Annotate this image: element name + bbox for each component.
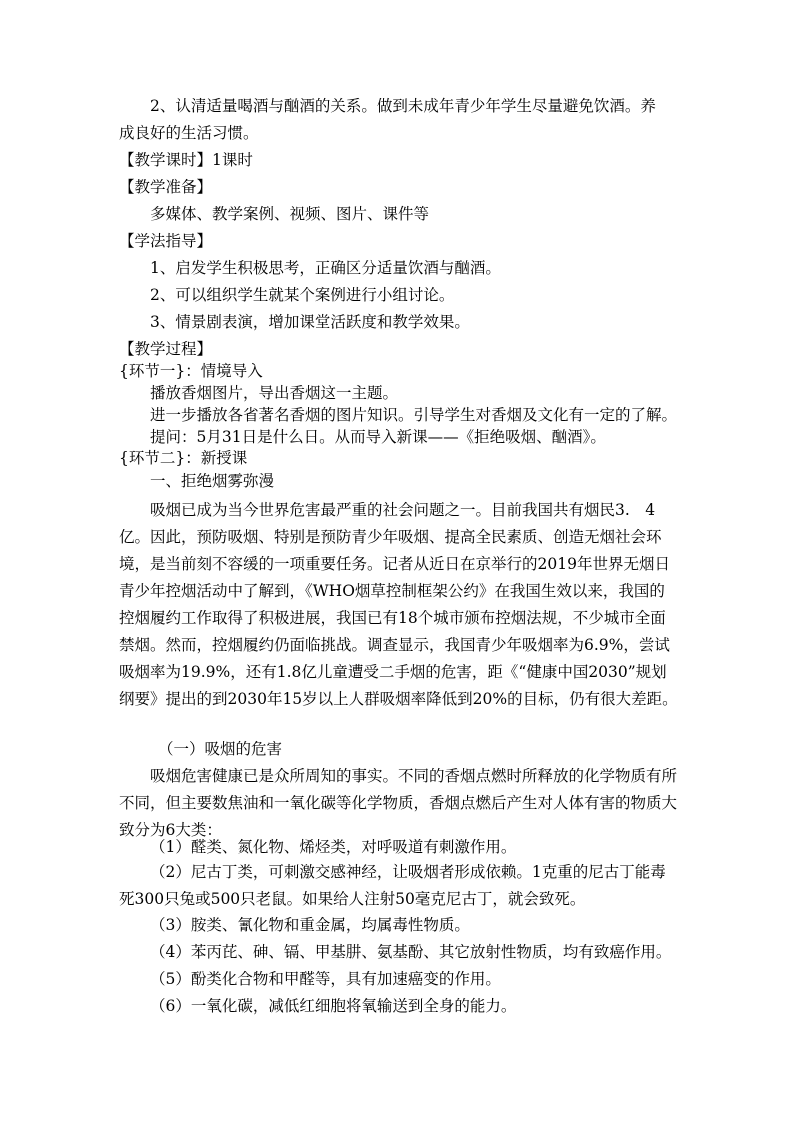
harm-item-2: （2）尼古丁类，可刺激交感神经，让吸烟者形成依赖。1克重的尼古丁能毒死300只兔或500只老鼠。如果给人注射50毫克尼古丁，就会致死。 [119,863,666,908]
section-study-guide-heading: 【学法指导】 [119,232,213,250]
harm-item-5: （5）酚类化合物和甲醛等，具有加速癌变的作用。 [150,970,501,988]
section-preparation-heading: 【教学准备】 [119,178,213,196]
smoking-problem-paragraph: 吸烟已成为当今世界危害最严重的社会问题之一。目前我国共有烟民3. 4亿。因此，预防吸烟、特别是预防青少年吸烟、提高全民素质、创造无烟社会环境，是当前刻不容缓的一项重要任务。记者从近日在京举行的2019年世界无烟日青少年控烟活动中了解到，《WHO烟草控制框架公约》在我国生效以来，我国的控烟履约工作取得了积极进展，我国已有18个城市颁布控烟法规，不少城市全面禁烟。然而，控烟履约仍面临挑战。调查显示，我国青少年吸烟率为6.9%，尝试吸烟率为19.9%，还有1.8亿儿童遭受二手烟的危害，距《“健康中国2030”规划纲要》提出的到2030年15岁以上人群吸烟率降低到20%的目标，仍有很大差距。 [119,501,678,708]
stage-one-step-1: 播放香烟图片，导出香烟这一主题。 [150,384,399,402]
study-guide-item-1: 1、启发学生积极思考，正确区分适量饮酒与酗酒。 [150,259,501,277]
smoking-harm-paragraph: 吸烟危害健康已是众所周知的事实。不同的香烟点燃时所释放的化学物质有所不同，但主要数焦油和一氧化碳等化学物质，香烟点燃后产生对人体有害的物质大致分为6大类： [119,767,678,839]
stage-one-heading: {环节一}：情境导入 [119,362,263,380]
stage-one-step-2: 进一步播放各省著名香烟的图片知识。引导学生对香烟及文化有一定的了解。 [150,406,678,424]
stage-one-step-3: 提问：5月31日是什么日。从而导入新课——《拒绝吸烟、酗酒》。 [150,428,606,446]
study-guide-item-2: 2、可以组织学生就某个案例进行小组讨论。 [150,286,455,304]
section-class-hours: 【教学课时】1课时 [119,151,253,169]
section-process-heading: 【教学过程】 [119,340,213,358]
harm-item-4: （4）苯丙芘、砷、镉、甲基肼、氨基酚、其它放射性物质，均有致癌作用。 [150,943,672,961]
harm-item-1: （1）醛类、氮化物、烯烃类，对呼吸道有刺激作用。 [150,838,517,856]
harm-item-6: （6）一氧化碳，减低红细胞将氧输送到全身的能力。 [150,997,517,1015]
study-guide-item-3: 3、情景剧表演，增加课堂活跃度和教学效果。 [150,313,470,331]
topic-heading-refuse-smoke: 一、拒绝烟雾弥漫 [150,472,275,490]
subheading-smoking-harm: （一）吸烟的危害 [158,740,283,758]
goal-2-line-2: 成良好的生活习惯。 [119,124,259,142]
goal-2-line-1: 2、认清适量喝酒与酗酒的关系。做到未成年青少年学生尽量避免饮酒。养 [150,97,656,115]
preparation-materials: 多媒体、教学案例、视频、图片、课件等 [150,205,430,223]
stage-two-heading: {环节二}：新授课 [119,449,248,467]
harm-item-3: （3）胺类、氰化物和重金属，均属毒性物质。 [150,916,470,934]
